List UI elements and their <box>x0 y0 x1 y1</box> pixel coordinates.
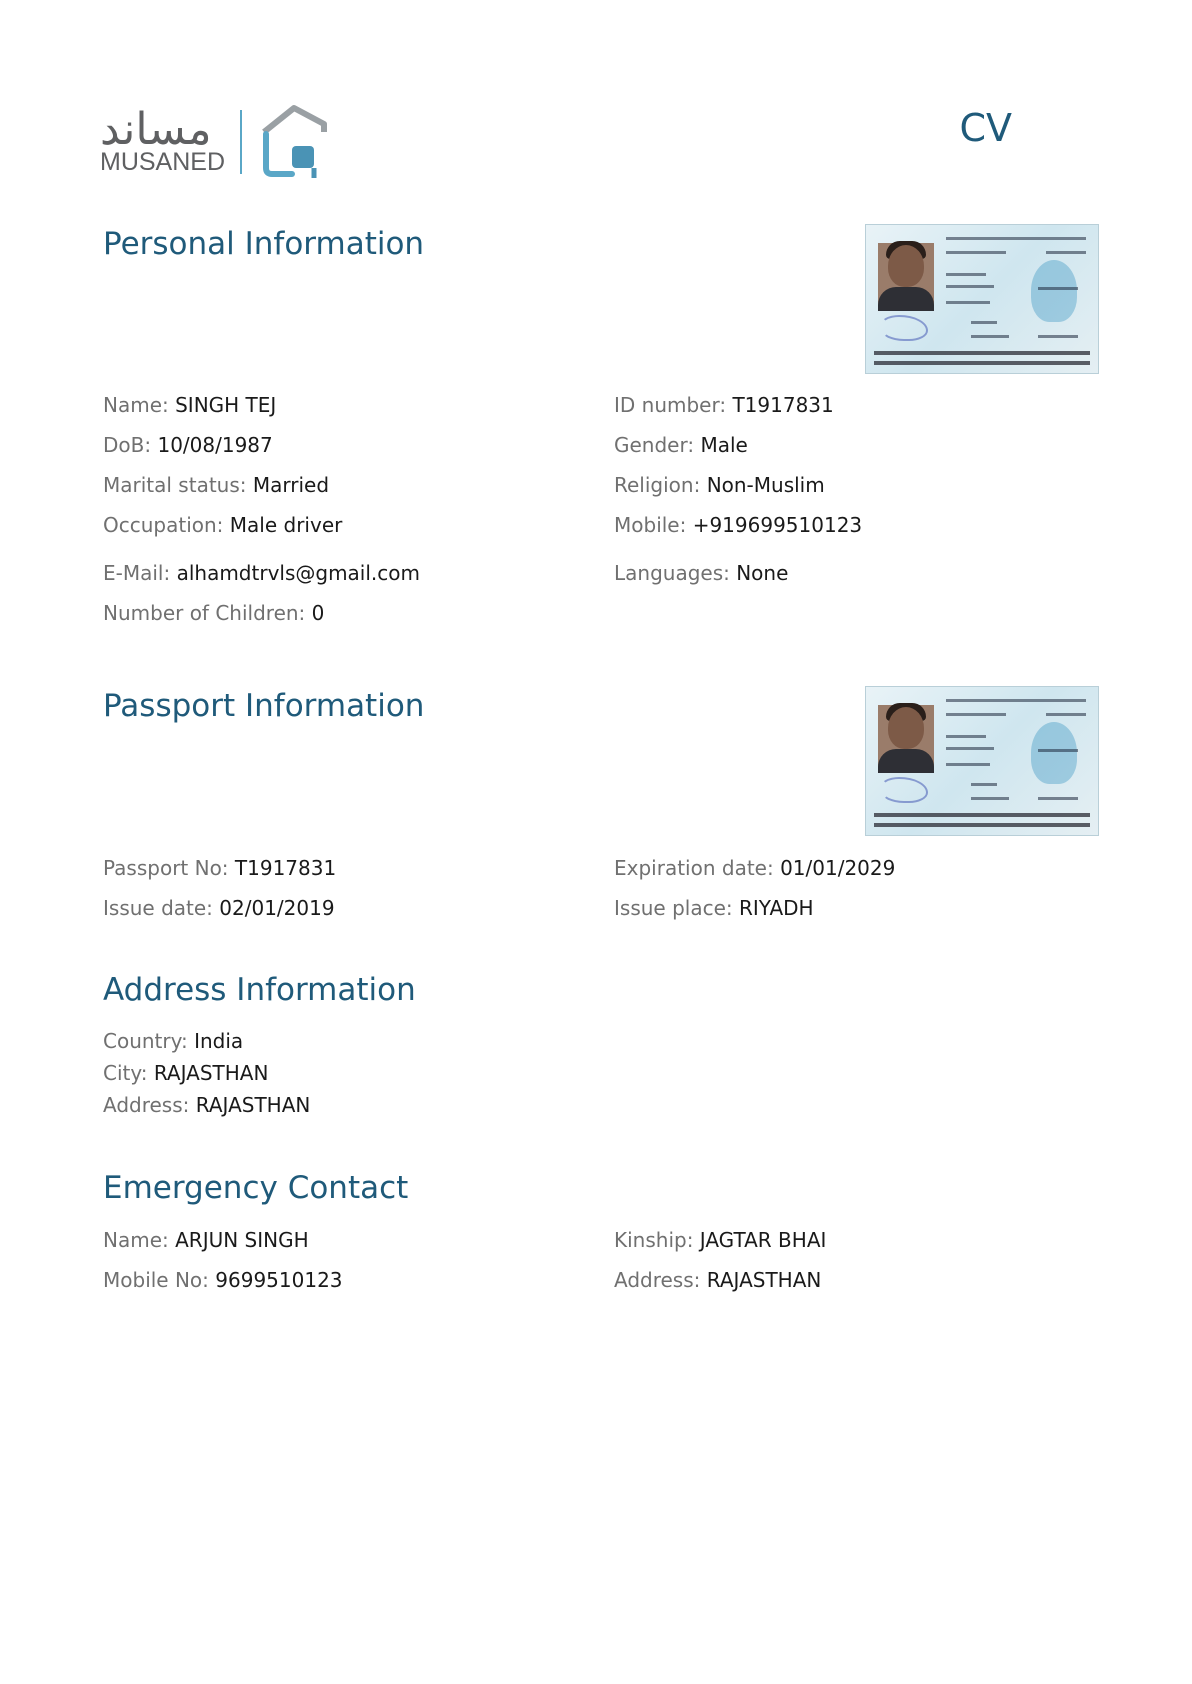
passport-mrz-line-1 <box>874 351 1090 355</box>
field-value: India <box>194 1029 244 1053</box>
passport-scan-image <box>865 686 1099 836</box>
passport-text-line <box>946 301 990 304</box>
passport-info-title: Passport Information <box>103 688 425 724</box>
passport-text-line <box>946 747 994 750</box>
field-label: Mobile: <box>614 513 687 537</box>
field-value: Male <box>700 433 748 457</box>
field-id-number <box>614 393 834 417</box>
field-label: DoB: <box>103 433 152 457</box>
field-gender <box>614 433 748 457</box>
field-occupation <box>103 513 342 537</box>
passport-text-line <box>971 797 1009 800</box>
field-label: City: <box>103 1061 148 1085</box>
passport-text-line <box>971 321 997 324</box>
passport-signature <box>880 777 928 803</box>
passport-text-line <box>1038 797 1078 800</box>
passport-text-line <box>946 713 1006 716</box>
field-label: Issue date: <box>103 896 213 920</box>
field-name <box>103 393 276 417</box>
passport-text-line <box>1046 251 1086 254</box>
field-emergency-name <box>103 1228 309 1252</box>
field-label: Name: <box>103 393 169 417</box>
logo-divider <box>240 110 242 174</box>
field-value: None <box>736 561 789 585</box>
field-label: Address: <box>103 1093 190 1117</box>
field-label: Address: <box>614 1268 701 1292</box>
field-dob <box>103 433 273 457</box>
field-email <box>103 561 420 585</box>
field-label: Name: <box>103 1228 169 1252</box>
passport-ghost-image <box>1031 260 1077 322</box>
field-label: Languages: <box>614 561 730 585</box>
passport-text-line <box>971 335 1009 338</box>
field-label: Occupation: <box>103 513 224 537</box>
field-value: RAJASTHAN <box>195 1093 311 1117</box>
field-label: Marital status: <box>103 473 247 497</box>
field-label: Expiration date: <box>614 856 774 880</box>
address-info-title: Address Information <box>103 972 416 1008</box>
passport-portrait-face <box>888 245 924 287</box>
passport-mrz-line-1 <box>874 813 1090 817</box>
field-label: Issue place: <box>614 896 733 920</box>
field-value: RIYADH <box>738 896 814 920</box>
field-emergency-kinship <box>614 1228 826 1252</box>
field-value: 0 <box>311 601 325 625</box>
field-value: 02/01/2019 <box>219 896 335 920</box>
field-emergency-address <box>614 1268 821 1292</box>
musaned-logo <box>100 100 340 180</box>
field-label: Religion: <box>614 473 701 497</box>
passport-text-line <box>946 251 1006 254</box>
field-expiration-date <box>614 856 895 880</box>
field-value: RAJASTHAN <box>153 1061 269 1085</box>
passport-text-line <box>1038 749 1078 752</box>
field-emergency-mobile <box>103 1268 343 1292</box>
passport-text-line <box>946 763 990 766</box>
passport-text-line <box>946 237 1086 240</box>
field-value: 9699510123 <box>215 1268 343 1292</box>
field-label: Mobile No: <box>103 1268 209 1292</box>
passport-text-line <box>946 285 994 288</box>
passport-mrz-line-2 <box>874 823 1090 827</box>
passport-portrait-body <box>878 749 934 773</box>
field-label: Gender: <box>614 433 695 457</box>
passport-text-line <box>946 735 986 738</box>
field-value: T1917831 <box>234 856 337 880</box>
passport-text-line <box>971 783 997 786</box>
field-marital-status <box>103 473 329 497</box>
passport-text-line <box>1046 713 1086 716</box>
passport-signature <box>880 315 928 341</box>
field-value: 10/08/1987 <box>157 433 273 457</box>
field-value: Married <box>252 473 330 497</box>
field-label: Country: <box>103 1029 188 1053</box>
field-value: RAJASTHAN <box>706 1268 822 1292</box>
passport-portrait-body <box>878 287 934 311</box>
field-number-of-children <box>103 601 324 625</box>
personal-info-title: Personal Information <box>103 226 425 262</box>
field-value: T1917831 <box>732 393 834 417</box>
field-label: E-Mail: <box>103 561 171 585</box>
field-value: Non-Muslim <box>706 473 825 497</box>
field-value: +919699510123 <box>692 513 863 537</box>
field-mobile <box>614 513 862 537</box>
field-country <box>103 1029 243 1053</box>
field-label: Number of Children: <box>103 601 306 625</box>
field-languages <box>614 561 788 585</box>
field-label: ID number: <box>614 393 727 417</box>
house-logo-icon <box>258 102 330 178</box>
passport-text-line <box>1038 335 1078 338</box>
logo-arabic-text: مساند <box>100 104 212 155</box>
field-issue-place <box>614 896 814 920</box>
field-religion <box>614 473 825 497</box>
passport-text-line <box>946 699 1086 702</box>
emergency-contact-title: Emergency Contact <box>103 1170 409 1206</box>
field-label: Kinship: <box>614 1228 694 1252</box>
field-value: JAGTAR BHAI <box>699 1228 827 1252</box>
cv-title: CV <box>959 106 1012 150</box>
passport-portrait-face <box>888 707 924 749</box>
field-value: SINGH TEJ <box>175 393 277 417</box>
field-address <box>103 1093 310 1117</box>
field-value: Male driver <box>229 513 343 537</box>
passport-ghost-image <box>1031 722 1077 784</box>
passport-mrz-line-2 <box>874 361 1090 365</box>
field-issue-date <box>103 896 335 920</box>
field-value: 01/01/2029 <box>780 856 896 880</box>
passport-photo-image <box>865 224 1099 374</box>
field-label: Passport No: <box>103 856 229 880</box>
field-value: ARJUN SINGH <box>175 1228 309 1252</box>
passport-text-line <box>946 273 986 276</box>
passport-text-line <box>1038 287 1078 290</box>
logo-english-text: MUSANED <box>100 148 226 176</box>
field-value: alhamdtrvls@gmail.com <box>176 561 420 585</box>
field-city <box>103 1061 268 1085</box>
field-passport-no <box>103 856 336 880</box>
